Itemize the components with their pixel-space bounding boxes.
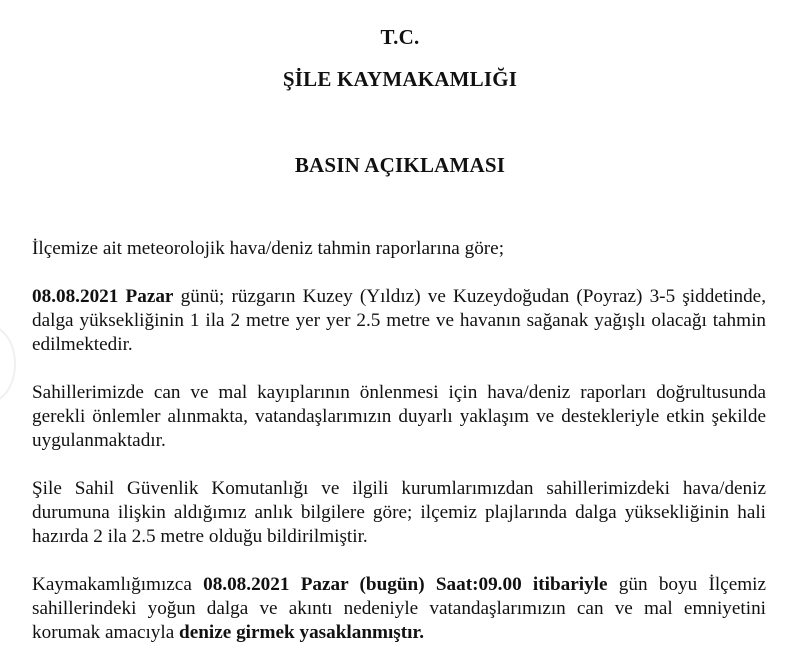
scan-artifact-circle — [0, 326, 16, 402]
paragraph-intro — [32, 237, 766, 261]
intro-text: İlçemize ait meteorolojik hava/deniz tahmin raporlarına göre; — [32, 238, 505, 259]
document-body — [32, 237, 766, 645]
ban-lead-text: Kaymakamlığımızca — [32, 574, 204, 595]
ban-effective-time: 08.08.2021 Pazar (bugün) Saat:09.00 itibariyle — [203, 574, 608, 595]
ban-statement: denize girmek yasaklanmıştır. — [179, 622, 425, 643]
ban-reason-text: gün boyu İlçemiz sahillerindeki yoğun dalga ve akıntı nedeniyle vatandaşlarımızın can ve mal emniyetini korumak amacıyla — [32, 574, 766, 643]
paragraph-coast-guard — [32, 477, 766, 549]
paragraph-forecast — [32, 285, 766, 357]
forecast-text: günü; rüzgarın Kuzey (Yıldız) ve Kuzeydoğudan (Poyraz) 3-5 şiddetinde, dalga yüksekliğinin 1 ila 2 metre yer yer 2.5 metre ve havanın sağanak yağışlı olacağı tahmin edilmektedir. — [32, 286, 766, 355]
paragraph-measures — [32, 381, 766, 453]
paragraph-ban — [32, 573, 766, 645]
measures-text: Sahillerimizde can ve mal kayıplarının önlenmesi için hava/deniz raporları doğrultusunda gerekli önlemler alınmakta, vatandaşlarımızın duyarlı yaklaşım ve destekleriyle etkin şekilde uygulanmaktadır. — [32, 382, 766, 451]
header-republic: T.C. — [380, 25, 420, 49]
header-district-governorship: ŞİLE KAYMAKAMLIĞI — [282, 67, 518, 91]
document-title: BASIN AÇIKLAMASI — [294, 153, 506, 177]
forecast-date: 08.08.2021 Pazar — [32, 286, 174, 307]
coast-guard-text: Şile Sahil Güvenlik Komutanlığı ve ilgili kurumlarımızdan sahillerimizdeki hava/deniz durumuna ilişkin aldığımız anlık bilgilere göre; ilçemiz plajlarında dalga yüksekliğinin hali hazırda 2 ila 2.5 metre olduğu bildirilmiştir. — [32, 478, 766, 547]
